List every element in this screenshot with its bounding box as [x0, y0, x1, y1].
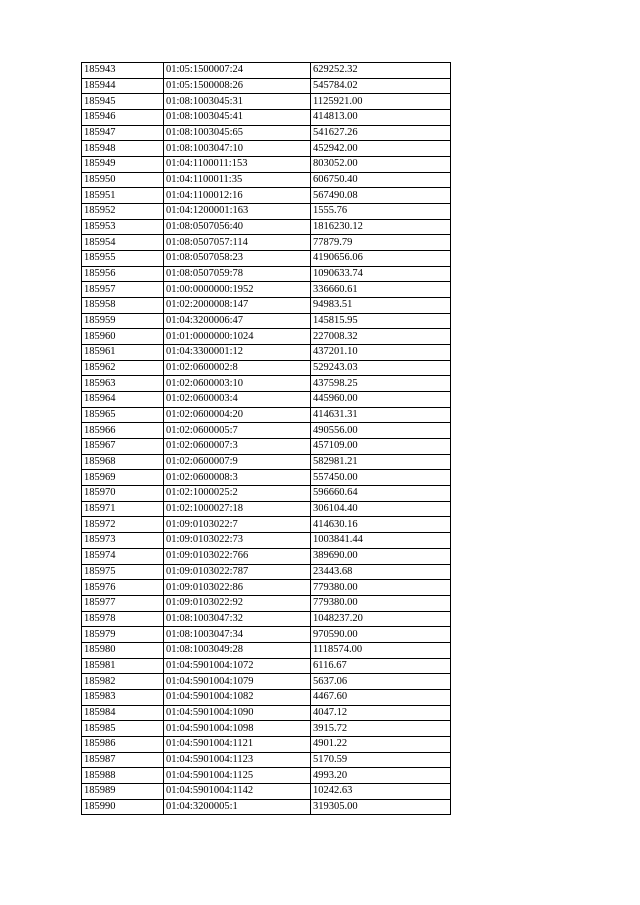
row-number-cell: 185987	[82, 752, 164, 768]
value-cell: 4993.20	[311, 768, 451, 784]
value-cell: 5170.59	[311, 752, 451, 768]
cadastral-number-cell: 01:08:1003047:32	[164, 611, 311, 627]
table-row	[82, 533, 451, 549]
table-row	[82, 125, 451, 141]
cadastral-number-cell: 01:04:1100011:35	[164, 172, 311, 188]
value-cell: 437201.10	[311, 345, 451, 361]
value-cell: 414813.00	[311, 110, 451, 126]
row-number-cell: 185965	[82, 407, 164, 423]
value-cell: 437598.25	[311, 376, 451, 392]
table-row	[82, 94, 451, 110]
row-number-cell: 185955	[82, 251, 164, 267]
cadastral-number-cell: 01:04:5901004:1125	[164, 768, 311, 784]
cadastral-number-cell: 01:09:0103022:92	[164, 595, 311, 611]
row-number-cell: 185982	[82, 674, 164, 690]
cadastral-number-cell: 01:04:5901004:1098	[164, 721, 311, 737]
cadastral-number-cell: 01:08:1003045:31	[164, 94, 311, 110]
row-number-cell: 185956	[82, 266, 164, 282]
table-row	[82, 454, 451, 470]
cadastral-number-cell: 01:04:3300001:12	[164, 345, 311, 361]
table-row	[82, 752, 451, 768]
value-cell: 545784.02	[311, 78, 451, 94]
value-cell: 306104.40	[311, 501, 451, 517]
cadastral-number-cell: 01:08:0507057:114	[164, 235, 311, 251]
table-row	[82, 392, 451, 408]
cadastral-number-cell: 01:05:1500008:26	[164, 78, 311, 94]
table-row	[82, 642, 451, 658]
cadastral-number-cell: 01:04:1200001:163	[164, 204, 311, 220]
value-cell: 1118574.00	[311, 642, 451, 658]
cadastral-number-cell: 01:05:1500007:24	[164, 63, 311, 79]
value-cell: 606750.40	[311, 172, 451, 188]
value-cell: 779380.00	[311, 595, 451, 611]
row-number-cell: 185981	[82, 658, 164, 674]
value-cell: 5637.06	[311, 674, 451, 690]
table-row	[82, 783, 451, 799]
value-cell: 77879.79	[311, 235, 451, 251]
cadastral-number-cell: 01:04:1100012:16	[164, 188, 311, 204]
cadastral-number-cell: 01:08:1003045:65	[164, 125, 311, 141]
table-row	[82, 580, 451, 596]
row-number-cell: 185972	[82, 517, 164, 533]
value-cell: 319305.00	[311, 799, 451, 815]
cadastral-number-cell: 01:04:3200005:1	[164, 799, 311, 815]
cadastral-number-cell: 01:09:0103022:7	[164, 517, 311, 533]
value-cell: 779380.00	[311, 580, 451, 596]
value-cell: 803052.00	[311, 157, 451, 173]
table-row	[82, 360, 451, 376]
row-number-cell: 185958	[82, 298, 164, 314]
cadastral-number-cell: 01:02:1000027:18	[164, 501, 311, 517]
value-cell: 970590.00	[311, 627, 451, 643]
document-page	[81, 62, 450, 815]
row-number-cell: 185980	[82, 642, 164, 658]
table-row	[82, 298, 451, 314]
row-number-cell: 185945	[82, 94, 164, 110]
value-cell: 452942.00	[311, 141, 451, 157]
table-row	[82, 595, 451, 611]
row-number-cell: 185979	[82, 627, 164, 643]
cadastral-number-cell: 01:09:0103022:73	[164, 533, 311, 549]
row-number-cell: 185974	[82, 548, 164, 564]
cadastral-number-cell: 01:08:1003047:10	[164, 141, 311, 157]
row-number-cell: 185977	[82, 595, 164, 611]
row-number-cell: 185985	[82, 721, 164, 737]
cadastral-number-cell: 01:01:0000000:1024	[164, 329, 311, 345]
row-number-cell: 185954	[82, 235, 164, 251]
table-row	[82, 188, 451, 204]
cadastral-number-cell: 01:04:5901004:1090	[164, 705, 311, 721]
row-number-cell: 185975	[82, 564, 164, 580]
value-cell: 23443.68	[311, 564, 451, 580]
value-cell: 145815.95	[311, 313, 451, 329]
row-number-cell: 185983	[82, 689, 164, 705]
cadastral-number-cell: 01:02:0600007:9	[164, 454, 311, 470]
cadastral-number-cell: 01:02:0600005:7	[164, 423, 311, 439]
table-body	[82, 63, 451, 815]
table-row	[82, 63, 451, 79]
value-cell: 3915.72	[311, 721, 451, 737]
value-cell: 1003841.44	[311, 533, 451, 549]
value-cell: 541627.26	[311, 125, 451, 141]
table-row	[82, 721, 451, 737]
cadastral-number-cell: 01:04:3200006:47	[164, 313, 311, 329]
table-row	[82, 470, 451, 486]
cadastral-number-cell: 01:04:1100011:153	[164, 157, 311, 173]
row-number-cell: 185951	[82, 188, 164, 204]
value-cell: 529243.03	[311, 360, 451, 376]
cadastral-number-cell: 01:08:0507056:40	[164, 219, 311, 235]
cadastral-number-cell: 01:00:0000000:1952	[164, 282, 311, 298]
table-row	[82, 313, 451, 329]
cadastral-number-cell: 01:08:0507058:23	[164, 251, 311, 267]
table-row	[82, 501, 451, 517]
cadastral-number-cell: 01:08:0507059:78	[164, 266, 311, 282]
data-table	[81, 62, 451, 815]
table-row	[82, 627, 451, 643]
cadastral-number-cell: 01:02:0600007:3	[164, 439, 311, 455]
value-cell: 10242.63	[311, 783, 451, 799]
cadastral-number-cell: 01:04:5901004:1121	[164, 736, 311, 752]
row-number-cell: 185990	[82, 799, 164, 815]
value-cell: 227008.32	[311, 329, 451, 345]
value-cell: 414631.31	[311, 407, 451, 423]
row-number-cell: 185963	[82, 376, 164, 392]
value-cell: 457109.00	[311, 439, 451, 455]
row-number-cell: 185967	[82, 439, 164, 455]
cadastral-number-cell: 01:04:5901004:1072	[164, 658, 311, 674]
value-cell: 336660.61	[311, 282, 451, 298]
cadastral-number-cell: 01:09:0103022:766	[164, 548, 311, 564]
row-number-cell: 185976	[82, 580, 164, 596]
table-row	[82, 548, 451, 564]
table-row	[82, 674, 451, 690]
table-row	[82, 517, 451, 533]
value-cell: 629252.32	[311, 63, 451, 79]
cadastral-number-cell: 01:02:0600003:4	[164, 392, 311, 408]
value-cell: 389690.00	[311, 548, 451, 564]
table-row	[82, 282, 451, 298]
row-number-cell: 185966	[82, 423, 164, 439]
value-cell: 1816230.12	[311, 219, 451, 235]
value-cell: 4901.22	[311, 736, 451, 752]
value-cell: 4190656.06	[311, 251, 451, 267]
row-number-cell: 185957	[82, 282, 164, 298]
row-number-cell: 185959	[82, 313, 164, 329]
value-cell: 567490.08	[311, 188, 451, 204]
value-cell: 596660.64	[311, 486, 451, 502]
table-row	[82, 329, 451, 345]
cadastral-number-cell: 01:02:0600008:3	[164, 470, 311, 486]
table-row	[82, 689, 451, 705]
cadastral-number-cell: 01:08:1003047:34	[164, 627, 311, 643]
table-row	[82, 251, 451, 267]
row-number-cell: 185944	[82, 78, 164, 94]
row-number-cell: 185989	[82, 783, 164, 799]
value-cell: 4467.60	[311, 689, 451, 705]
table-row	[82, 705, 451, 721]
row-number-cell: 185984	[82, 705, 164, 721]
cadastral-number-cell: 01:04:5901004:1082	[164, 689, 311, 705]
table-row	[82, 345, 451, 361]
value-cell: 6116.67	[311, 658, 451, 674]
value-cell: 1090633.74	[311, 266, 451, 282]
table-row	[82, 658, 451, 674]
cadastral-number-cell: 01:09:0103022:86	[164, 580, 311, 596]
row-number-cell: 185946	[82, 110, 164, 126]
row-number-cell: 185973	[82, 533, 164, 549]
row-number-cell: 185948	[82, 141, 164, 157]
row-number-cell: 185961	[82, 345, 164, 361]
row-number-cell: 185988	[82, 768, 164, 784]
table-row	[82, 376, 451, 392]
cadastral-number-cell: 01:04:5901004:1079	[164, 674, 311, 690]
row-number-cell: 185962	[82, 360, 164, 376]
value-cell: 557450.00	[311, 470, 451, 486]
value-cell: 1125921.00	[311, 94, 451, 110]
value-cell: 414630.16	[311, 517, 451, 533]
table-row	[82, 564, 451, 580]
table-row	[82, 611, 451, 627]
row-number-cell: 185968	[82, 454, 164, 470]
table-row	[82, 486, 451, 502]
table-row	[82, 141, 451, 157]
table-row	[82, 439, 451, 455]
value-cell: 445960.00	[311, 392, 451, 408]
value-cell: 94983.51	[311, 298, 451, 314]
value-cell: 490556.00	[311, 423, 451, 439]
table-row	[82, 407, 451, 423]
cadastral-number-cell: 01:04:5901004:1142	[164, 783, 311, 799]
table-row	[82, 235, 451, 251]
table-row	[82, 768, 451, 784]
cadastral-number-cell: 01:04:5901004:1123	[164, 752, 311, 768]
row-number-cell: 185986	[82, 736, 164, 752]
value-cell: 1048237.20	[311, 611, 451, 627]
table-row	[82, 219, 451, 235]
table-row	[82, 799, 451, 815]
cadastral-number-cell: 01:09:0103022:787	[164, 564, 311, 580]
row-number-cell: 185978	[82, 611, 164, 627]
table-row	[82, 423, 451, 439]
value-cell: 582981.21	[311, 454, 451, 470]
table-row	[82, 78, 451, 94]
cadastral-number-cell: 01:08:1003049:28	[164, 642, 311, 658]
row-number-cell: 185949	[82, 157, 164, 173]
row-number-cell: 185960	[82, 329, 164, 345]
table-row	[82, 204, 451, 220]
value-cell: 4047.12	[311, 705, 451, 721]
cadastral-number-cell: 01:08:1003045:41	[164, 110, 311, 126]
row-number-cell: 185952	[82, 204, 164, 220]
cadastral-number-cell: 01:02:0600004:20	[164, 407, 311, 423]
row-number-cell: 185953	[82, 219, 164, 235]
cadastral-number-cell: 01:02:2000008:147	[164, 298, 311, 314]
table-row	[82, 110, 451, 126]
cadastral-number-cell: 01:02:0600002:8	[164, 360, 311, 376]
cadastral-number-cell: 01:02:0600003:10	[164, 376, 311, 392]
row-number-cell: 185950	[82, 172, 164, 188]
table-row	[82, 157, 451, 173]
row-number-cell: 185971	[82, 501, 164, 517]
row-number-cell: 185943	[82, 63, 164, 79]
value-cell: 1555.76	[311, 204, 451, 220]
row-number-cell: 185947	[82, 125, 164, 141]
row-number-cell: 185969	[82, 470, 164, 486]
row-number-cell: 185970	[82, 486, 164, 502]
cadastral-number-cell: 01:02:1000025:2	[164, 486, 311, 502]
table-row	[82, 736, 451, 752]
table-row	[82, 266, 451, 282]
table-row	[82, 172, 451, 188]
row-number-cell: 185964	[82, 392, 164, 408]
